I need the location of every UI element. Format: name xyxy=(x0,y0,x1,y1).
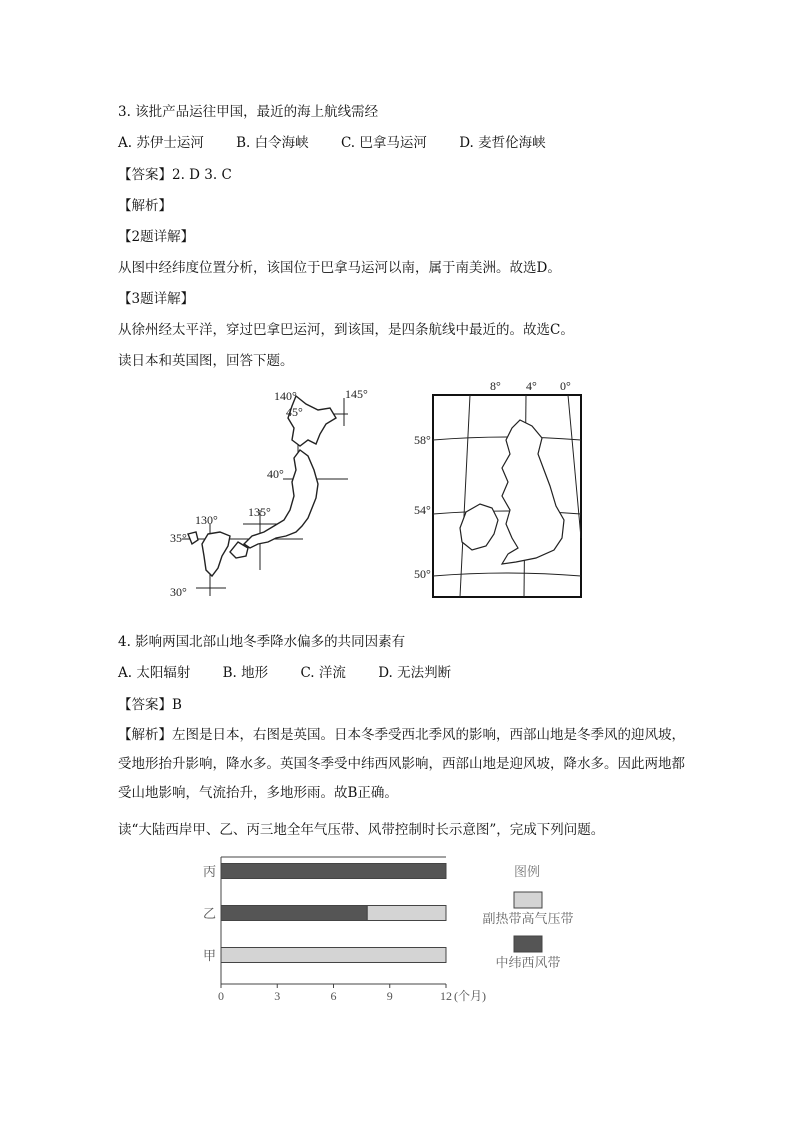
category-label: 丙 xyxy=(203,864,217,879)
legend-title: 图例 xyxy=(514,864,541,879)
lat-58-label: 58° xyxy=(414,433,431,447)
legend-label: 副热带高气压带 xyxy=(482,911,574,926)
analysis-4 xyxy=(118,721,688,808)
lat-35-label: 35° xyxy=(170,531,187,545)
lon-0-label: 0° xyxy=(560,379,571,393)
analysis-label: 【解析】 xyxy=(118,198,172,214)
category-label: 甲 xyxy=(203,948,217,963)
lon-135-label: 135° xyxy=(248,505,271,519)
q3-option-a: A. 苏伊士运河 xyxy=(118,135,204,151)
category-label: 乙 xyxy=(203,906,217,921)
lat-30-label: 30° xyxy=(170,585,187,599)
legend-label: 中纬西风带 xyxy=(495,955,561,970)
chart-intro: 读“大陆西岸甲、乙、丙三地全年气压带、风带控制时长示意图”，完成下列问题。 xyxy=(118,822,605,838)
x-tick-label: 9 xyxy=(386,989,393,1003)
q3-option-c: C. 巴拿马运河 xyxy=(340,135,427,151)
pressure-wind-belt-chart xyxy=(196,852,596,1012)
q3-options xyxy=(118,134,574,152)
japan-map xyxy=(168,384,368,604)
q3-option-b: B. 白令海峡 xyxy=(236,135,309,151)
lat-54-label: 54° xyxy=(414,503,431,517)
uk-map xyxy=(412,378,584,600)
japan-labels xyxy=(170,387,368,599)
analysis-4-label: 【解析】 xyxy=(118,727,172,743)
q4-stem: 4. 影响两国北部山地冬季降水偏多的共同因素有 xyxy=(118,634,406,650)
bar-segment xyxy=(221,948,446,963)
japan-islands xyxy=(188,396,336,576)
lat-45-label: 45° xyxy=(286,405,303,419)
q4-option-a: A. 太阳辐射 xyxy=(118,665,191,681)
legend-swatch xyxy=(514,936,542,952)
lon-140-label: 140° xyxy=(274,389,297,403)
detail-2-label: 【2题详解】 xyxy=(118,229,195,245)
q4-option-c: C. 洋流 xyxy=(300,665,346,681)
q4-options xyxy=(118,664,479,682)
detail-3-label: 【3题详解】 xyxy=(118,291,195,307)
lon-8-label: 8° xyxy=(490,379,501,393)
q4-option-d: D. 无法判断 xyxy=(378,665,452,681)
map-intro: 读日本和英国图，回答下题。 xyxy=(118,353,294,369)
answer-2-3: 【答案】2. D 3. C xyxy=(118,167,232,183)
x-tick-label: 0 xyxy=(218,989,224,1003)
x-tick-label: 3 xyxy=(274,989,281,1003)
bar-segment xyxy=(367,906,446,921)
x-tick-label: 12 xyxy=(440,989,452,1003)
lon-145-label: 145° xyxy=(345,387,368,401)
lon-4-label: 4° xyxy=(526,379,537,393)
q3-option-d: D. 麦哲伦海峡 xyxy=(459,135,546,151)
q3-stem: 3. 该批产品运往甲国，最近的海上航线需经 xyxy=(118,104,379,120)
lat-40-label: 40° xyxy=(267,467,284,481)
legend-swatch xyxy=(514,892,542,908)
bar-segment xyxy=(221,864,446,879)
x-tick-label: 6 xyxy=(330,989,337,1003)
detail-2-text: 从图中经纬度位置分析，该国位于巴拿马运河以南，属于南美洲。故选D。 xyxy=(118,260,561,276)
x-unit-label: (个月) xyxy=(454,989,486,1003)
detail-3-text: 从徐州经太平洋，穿过巴拿巴运河，到该国，是四条航线中最近的。故选C。 xyxy=(118,322,574,338)
lon-130-label: 130° xyxy=(195,513,218,527)
q4-option-b: B. 地形 xyxy=(222,665,269,681)
lat-50-label: 50° xyxy=(414,567,431,581)
bar-segment xyxy=(221,906,367,921)
analysis-4-text: 左图是日本，右图是英国。日本冬季受西北季风的影响，西部山地是冬季风的迎风坡，受地形抬升影响，降水多。英国冬季受中纬西风影响，西部山地是迎风坡，降水多。因此两地都受山地影响，气流抬升，多地形雨。故B正确。 xyxy=(118,727,685,801)
answer-4: 【答案】B xyxy=(118,697,182,713)
